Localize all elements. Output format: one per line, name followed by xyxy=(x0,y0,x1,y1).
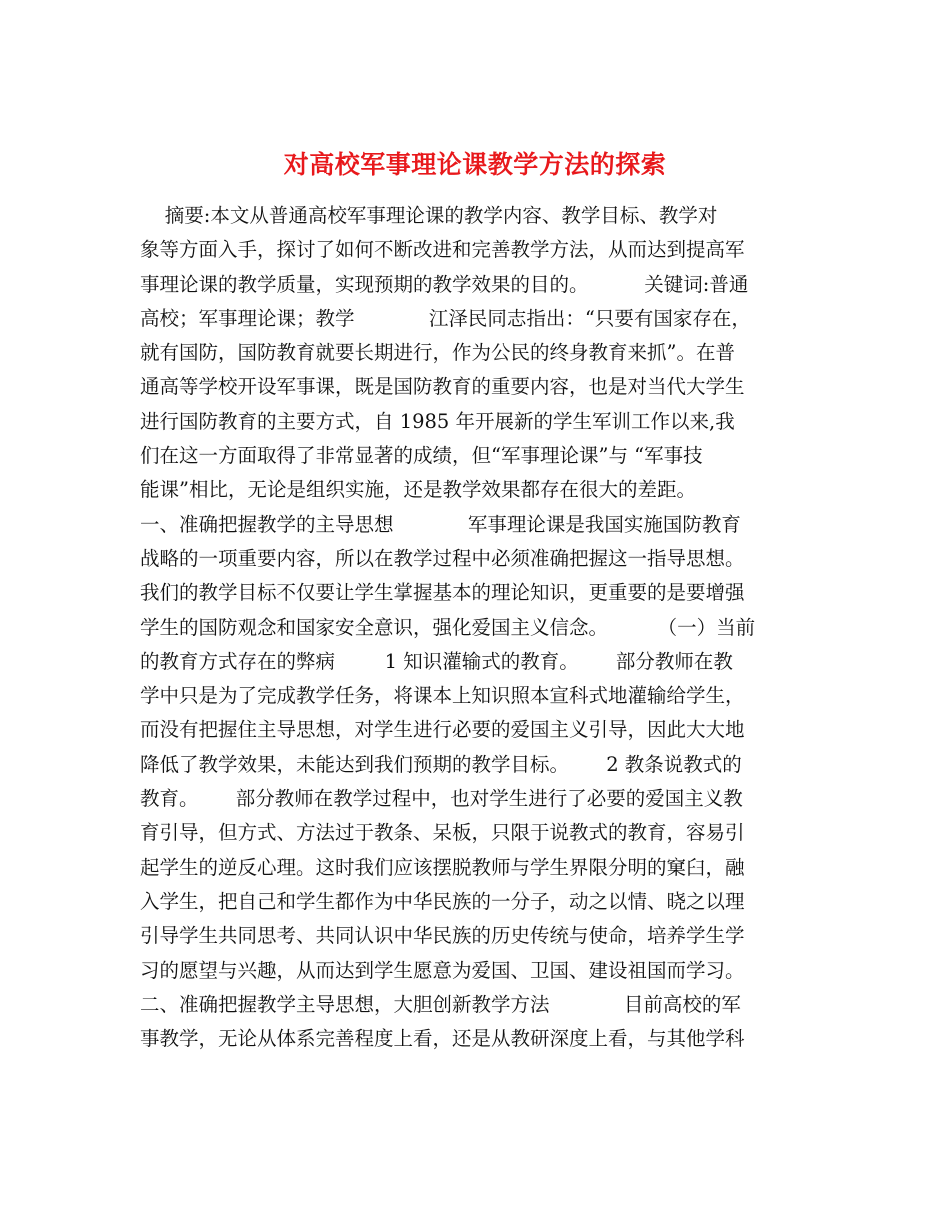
body-line: 摘要:本文从普通高校军事理论课的教学内容、教学目标、教学对 xyxy=(140,204,718,227)
body-line: 战略的一项重要内容，所以在教学过程中必须准确把握这一指导思想。 xyxy=(140,546,745,570)
body-line: 一、准确把握教学的主导思想 军事理论课是我国实施国防教育 xyxy=(140,512,741,536)
document-title: 对高校军事理论课教学方法的探索 xyxy=(283,149,667,179)
body-line: 事理论课的教学质量，实现预期的教学效果的目的。 关键词:普通 xyxy=(140,272,749,296)
body-line: 入学生，把自己和学生都作为中华民族的一分子，动之以情、晓之以理 xyxy=(140,889,745,913)
body-line: 学生的国防观念和国家安全意识，强化爱国主义信念。 （一）当前 xyxy=(140,615,756,639)
body-line: 引导学生共同思考、共同认识中华民族的历史传统与使命，培养学生学 xyxy=(140,924,745,948)
body-line: 进行国防教育的主要方式，自 1985 年开展新的学生军训工作以来,我 xyxy=(140,409,735,433)
body-line: 教育。 部分教师在教学过程中，也对学生进行了必要的爱国主义教 xyxy=(140,787,743,811)
body-line: 高校；军事理论课；教学 江泽民同志指出：“只要有国家存在， xyxy=(140,306,751,330)
body-line: 事教学，无论从体系完善程度上看，还是从教研深度上看，与其他学科 xyxy=(140,1027,745,1051)
body-line: 就有国防，国防教育就要长期进行，作为公民的终身教育来抓”。在普 xyxy=(140,341,735,365)
body-line: 二、准确把握教学主导思想，大胆创新教学方法 目前高校的军 xyxy=(140,992,741,1016)
body-line: 而没有把握住主导思想，对学生进行必要的爱国主义引导，因此大大地 xyxy=(140,718,745,742)
body-line: 们在这一方面取得了非常显著的成绩，但“军事理论课”与 “军事技 xyxy=(140,444,703,468)
body-line: 起学生的逆反心理。这时我们应该摆脱教师与学生界限分明的窠臼，融 xyxy=(140,855,745,879)
body-line: 降低了教学效果，未能达到我们预期的教学目标。 2 教条说教式的 xyxy=(140,752,742,776)
document-body xyxy=(140,199,820,1056)
body-line: 的教育方式存在的弊病 1 知识灌输式的教育。 部分教师在教 xyxy=(140,649,733,673)
body-line: 我们的教学目标不仅要让学生掌握基本的理论知识，更重要的是要增强 xyxy=(140,581,745,605)
body-line: 学中只是为了完成教学任务，将课本上知识照本宣科式地灌输给学生， xyxy=(140,684,745,708)
body-line: 习的愿望与兴趣，从而达到学生愿意为爱国、卫国、建设祖国而学习。 xyxy=(140,958,745,982)
body-line: 育引导，但方式、方法过于教条、呆板，只限于说教式的教育，容易引 xyxy=(140,821,745,845)
body-line: 能课”相比，无论是组织实施，还是教学效果都存在很大的差距。 xyxy=(140,478,696,502)
body-line: 象等方面入手，探讨了如何不断改进和完善教学方法，从而达到提高军 xyxy=(140,238,745,262)
body-line: 通高等学校开设军事课，既是国防教育的重要内容，也是对当代大学生 xyxy=(140,375,745,399)
